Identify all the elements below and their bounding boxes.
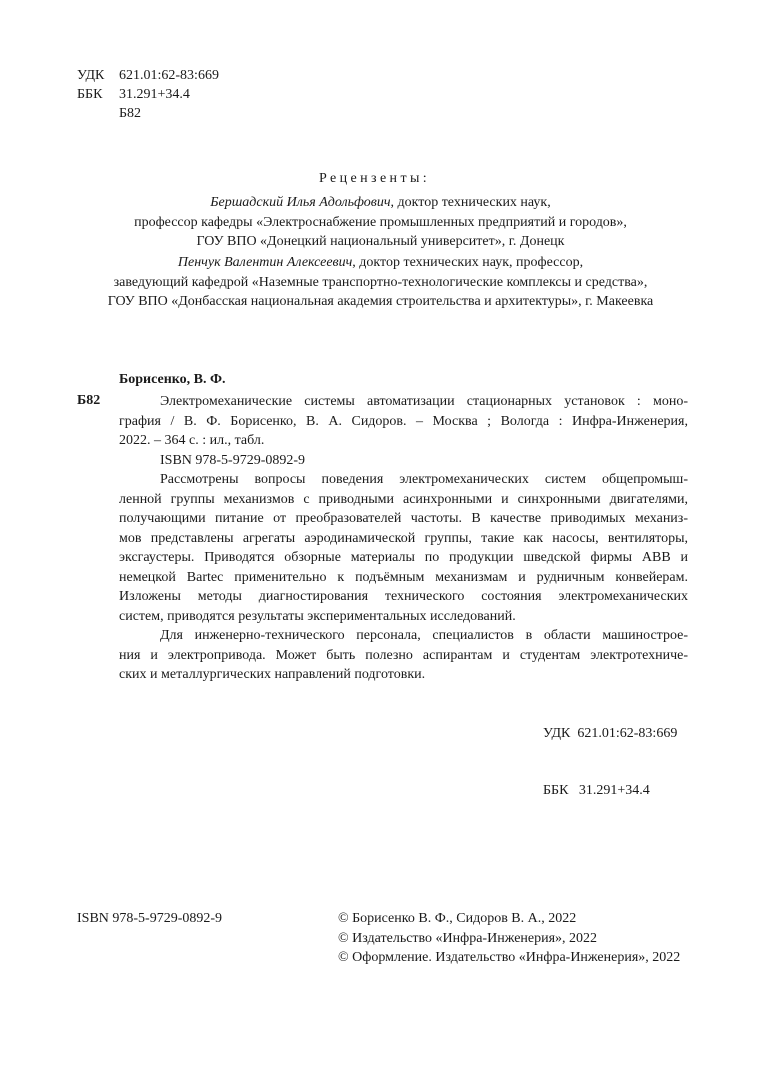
udk-bottom: УДК 621.01:62-83:669 <box>543 726 678 741</box>
reviewers-heading: Рецензенты: <box>319 171 431 186</box>
classification-bottom <box>543 686 677 838</box>
copyright-line-3: © Оформление. Издательство «Инфра-Инженерия», 2022 <box>338 950 681 965</box>
reviewer-2-name: Пенчук Валентин Алексеевич <box>177 255 353 270</box>
reviewer-1-line-1 <box>90 193 671 213</box>
ann-p1-line-8: систем, приводятся результаты экспериментальных исследований. <box>119 608 516 624</box>
udk-row <box>77 66 219 85</box>
ann-p1-line-5: эксгаустеры. Приводятся обзорные материалы по продукции шведской фирмы ABB и <box>119 550 688 565</box>
bib-line-1: Электромеханические системы автоматизации стационарных установок : моно- <box>160 394 688 409</box>
reviewer-2-line-2: заведующий кафедрой «Наземные транспортно-технологические комплексы и средства», <box>113 274 648 290</box>
author-mark: Б82 <box>119 106 142 121</box>
reviewer-1 <box>90 193 671 252</box>
ann-p1-line-6: немецкой Bartec применительно к подъёмным механизмам и рудничным конвейерам. <box>119 569 688 585</box>
annotation <box>119 470 688 685</box>
bbk-value: 31.291+34.4 <box>119 87 190 102</box>
ann-p2-line-3: ских и металлургических направлений подготовки. <box>119 667 426 682</box>
reviewer-1-title: , доктор технических наук, <box>390 195 551 210</box>
ann-p1-line-4: мов представлены агрегаты аэродинамической группы, такие как насосы, вентиляторы, <box>119 530 688 546</box>
classification-top <box>77 66 219 123</box>
reviewer-1-name: Бершадский Илья Адольфович <box>210 195 391 210</box>
ann-p1-line-2: ленной группы механизмов с приводными асинхронными и синхронными двигателями, <box>119 491 688 507</box>
ann-p2-line-1: Для инженерно-технического персонала, специалистов в области машинострое- <box>160 628 688 643</box>
reviewer-2-title: , доктор технических наук, профессор, <box>352 255 584 270</box>
copyright-block <box>338 909 680 968</box>
reviewer-2 <box>90 253 671 312</box>
bbk-label: ББК <box>77 87 103 102</box>
ann-p1-line-7: Изложены методы диагностирования технического состояния электромеханических <box>119 589 688 604</box>
reviewer-2-line-1 <box>90 253 671 273</box>
bbk-bottom: ББК 31.291+34.4 <box>543 783 650 798</box>
author-mark-row <box>77 104 219 123</box>
reviewer-1-line-3: ГОУ ВПО «Донецкий национальный университет», г. Донецк <box>196 234 565 249</box>
udk-value: 621.01:62-83:669 <box>119 68 219 83</box>
ann-p1-line-1: Рассмотрены вопросы поведения электромеханических систем общепромыш- <box>160 472 688 487</box>
bib-isbn: ISBN 978-5-9729-0892-9 <box>160 452 306 468</box>
bib-description <box>119 392 688 470</box>
bib-line-2: графия / В. Ф. Борисенко, В. А. Сидоров. – Москва ; Вологда : Инфра-Инженерия, <box>119 413 688 429</box>
reviewer-2-line-3: ГОУ ВПО «Донбасская национальная академия строительства и архитектуры», г. Макеевка <box>107 294 654 309</box>
udk-label: УДК <box>77 68 105 83</box>
bbk-row <box>77 85 219 104</box>
reviewer-1-line-2: профессор кафедры «Электроснабжение промышленных предприятий и городов», <box>134 214 627 230</box>
bib-mark: Б82 <box>77 393 101 408</box>
copyright-line-2: © Издательство «Инфра-Инженерия», 2022 <box>338 930 598 946</box>
ann-p2-line-2: ния и электропривода. Может быть полезно аспирантам и студентам электротехниче- <box>119 647 688 663</box>
ann-p1-line-3: получающими питание от преобразователей частоты. В качестве приводимых механиз- <box>119 511 688 526</box>
footer-isbn: ISBN 978-5-9729-0892-9 <box>77 911 223 926</box>
copyright-line-1: © Борисенко В. Ф., Сидоров В. А., 2022 <box>338 911 577 926</box>
bib-line-3: 2022. – 364 с. : ил., табл. <box>119 433 265 448</box>
bib-author: Борисенко, В. Ф. <box>119 372 226 387</box>
